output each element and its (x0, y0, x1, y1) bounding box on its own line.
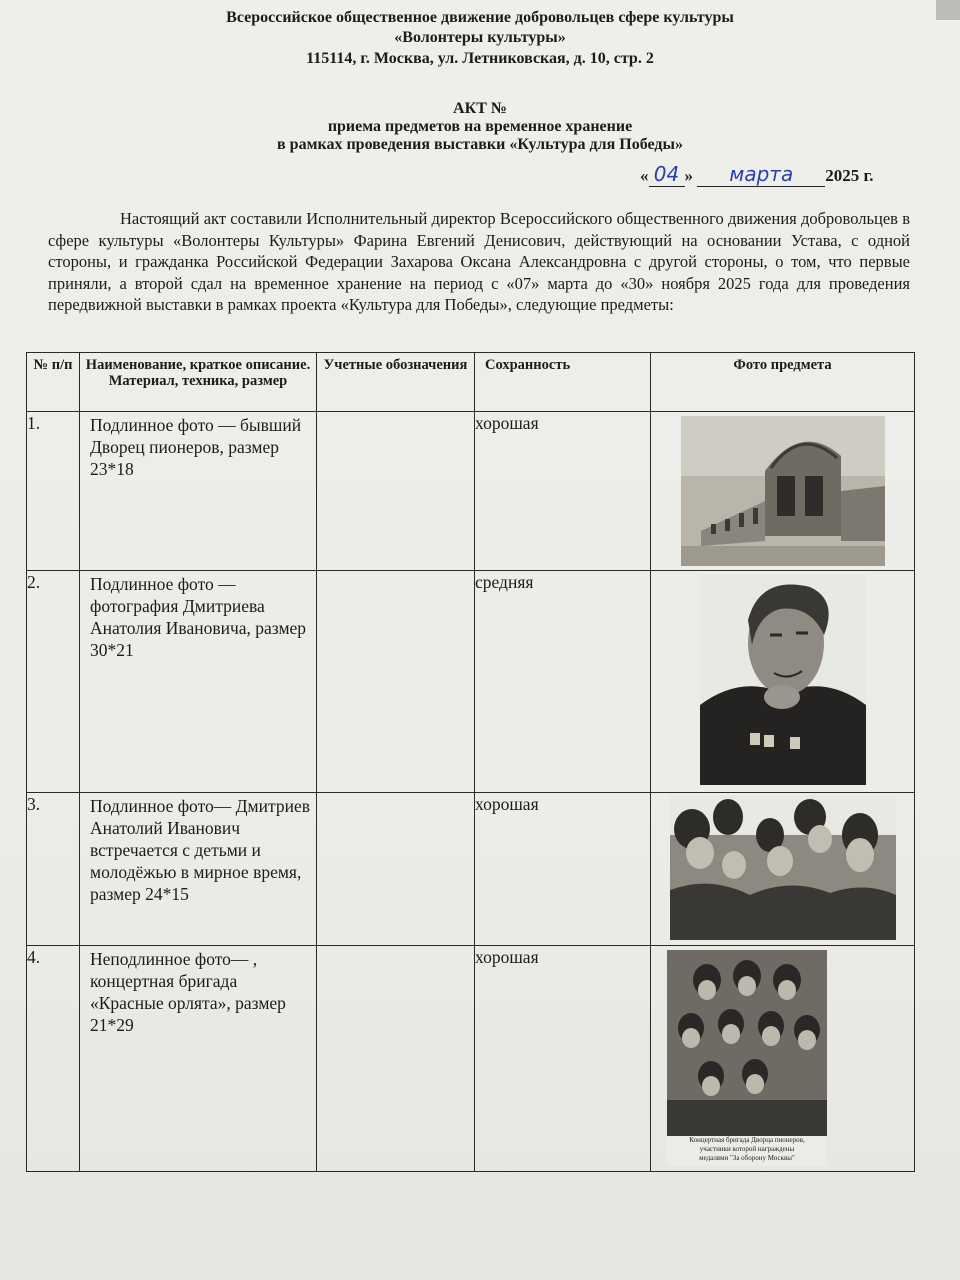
items-table (26, 352, 915, 1172)
table-row: 3. Подлинное фото— Дмитриев Анатолий Иванович встречается с детьми и молодёжью в мирное время, размер 24*15 хорошая (27, 793, 915, 946)
act-title: АКТ № (453, 100, 507, 117)
building-photo-icon (681, 416, 885, 566)
table-header-row (27, 353, 915, 412)
header-photo: Фото предмета (651, 353, 915, 412)
date-year: 2025 г. (825, 166, 874, 185)
date-day: 04 (649, 162, 685, 187)
date-month: марта (697, 162, 825, 187)
table-row: 1. Подлинное фото — бывший Дворец пионеров, размер 23*18 хорошая (27, 412, 915, 571)
header-condition: Сохранность (475, 353, 651, 412)
group-meeting-photo-icon (670, 795, 896, 940)
brigade-photo (667, 950, 827, 1166)
act-subtitle-1: приема предметов на временное хранение (327, 118, 633, 135)
photo-caption: Концертная бригада Дворца пионеров, участники которой награждены медалями "За оборону Москвы" (667, 1136, 827, 1166)
act-date: « 04 » марта 2025 г. (640, 162, 874, 186)
org-address: 115114, г. Москва, ул. Летниковская, д. 10, стр. 2 (306, 50, 654, 67)
header-num: № п/п (27, 353, 80, 412)
org-name-line2: «Волонтеры культуры» (394, 29, 566, 46)
table-row: 2. Подлинное фото — фотография Дмитриева Анатолия Ивановича, размер 30*21 средняя (27, 571, 915, 793)
header-name: Наименование, краткое описание. Материал, техника, размер (80, 353, 317, 412)
act-subtitle-2: в рамках проведения выставки «Культура для Победы» (277, 136, 683, 153)
header-marks: Учетные обозначения (317, 353, 475, 412)
portrait-photo-icon (700, 575, 866, 785)
intro-paragraph: Настоящий акт составили Исполнительный директор Всероссийского общественного движения добровольцев в сфере культуры «Волонтеры Культуры» Фарина Евгений Денисович, действующий на основании Устава, с одной стороны, и гражданка Российской Федерации Захарова Оксана Александровна с другой стороны, о том, что первые приняли, а второй сдал на временное хранение на период с «07» марта до «30» ноября 2025 года для проведения передвижной выставки в рамках проекта «Культура для Победы», следующие предметы: (48, 209, 910, 314)
table-row: 4. Неподлинное фото— , концертная бригада «Красные орлята», размер 21*29 хорошая Концертная бригада Дворца пионеров, участники которой награждены медалями "За оборону Москвы" (27, 946, 915, 1172)
brigade-photo-icon (667, 950, 827, 1136)
org-name-line1: Всероссийское общественное движение добровольцев сфере культуры (226, 9, 734, 26)
